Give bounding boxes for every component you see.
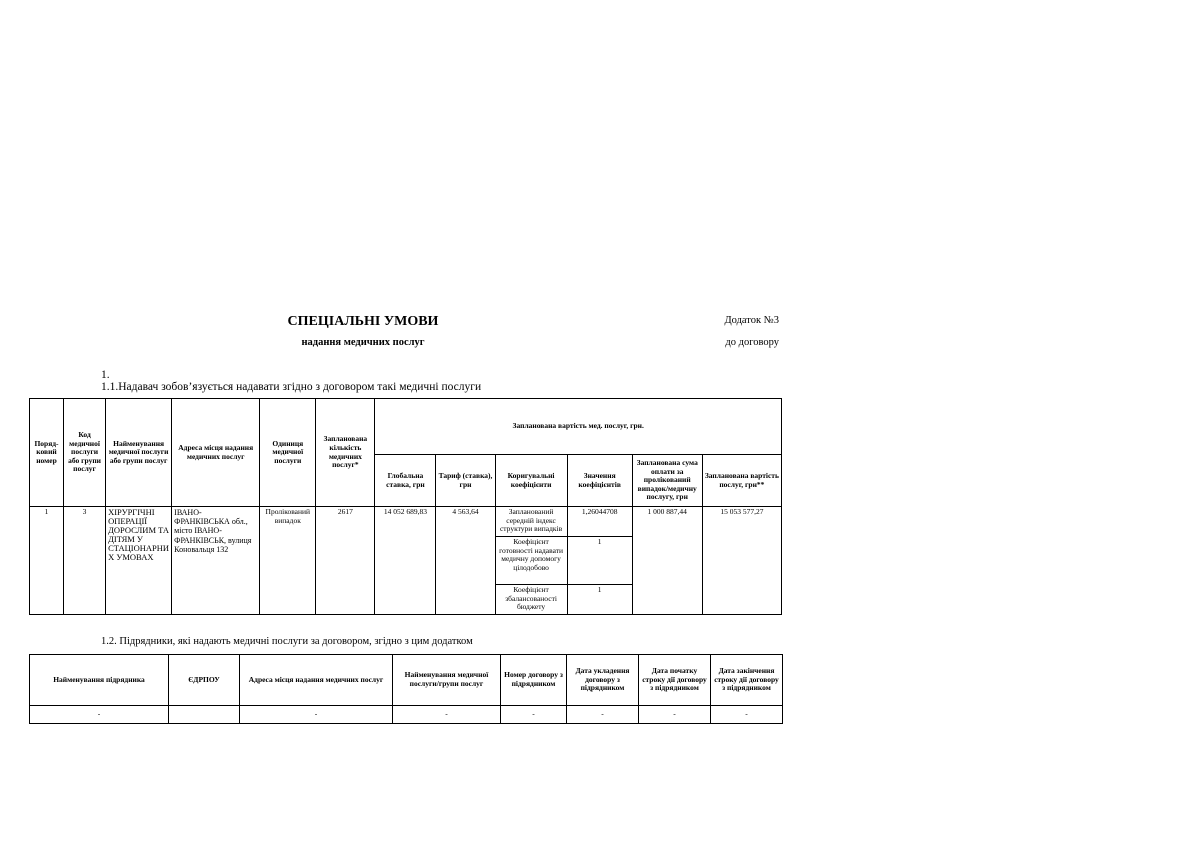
cell-unit: Пролікований випадок <box>260 507 316 615</box>
header-code: Код медичної послуги або групи послуг <box>64 399 106 507</box>
addendum-label: Додаток №3 <box>724 315 779 326</box>
cell-coefficient-value: 1,26044708 <box>567 507 632 537</box>
cell-contract-no: - <box>501 706 567 724</box>
section-1-2-heading: 1.2. Підрядники, які надають медичні послуги за договором, згідно з цим додатком <box>101 636 473 647</box>
cell-coefficient-value: 1 <box>567 537 632 585</box>
cell-tariff: 4 563,64 <box>436 507 495 615</box>
cell-contractor-name: - <box>30 706 169 724</box>
header-coef-values: Значення коефіцієнтів <box>567 455 632 507</box>
header-address: Адреса місця надання медичних послуг <box>240 655 393 706</box>
cell-coefficient-value: 1 <box>567 585 632 615</box>
header-coefficients: Коригувальні коефіцієнти <box>495 455 567 507</box>
cell-end-date: - <box>711 706 783 724</box>
cell-start-date: - <box>639 706 711 724</box>
section-1-1-heading: 1.1.Надавач зобов’язується надавати згідно з договором такі медичні послуги <box>101 381 482 393</box>
cell-code: 3 <box>64 507 106 615</box>
table-row <box>30 507 782 537</box>
cell-address: ІВАНО-ФРАНКІВСЬКА обл., місто ІВАНО-ФРАНКІВСЬК, вулиця Коновальця 132 <box>172 507 260 615</box>
header-planned-payment: Запланована сума оплати за пролікований випадок/медичну послугу, грн <box>632 455 702 507</box>
contract-reference: до договору <box>725 337 779 348</box>
header-address: Адреса місця надання медичних послуг <box>172 399 260 507</box>
header-edrpou: ЄДРПОУ <box>169 655 240 706</box>
header-contract-date: Дата укладення договору з підрядником <box>567 655 639 706</box>
header-contract-no: Номер договору з підрядником <box>501 655 567 706</box>
services-table <box>29 398 782 615</box>
cell-service-name: ХІРУРГІЧНІ ОПЕРАЦІЇ ДОРОСЛИМ ТА ДІТЯМ У СТАЦІОНАРНИ Х УМОВАХ <box>106 507 172 615</box>
cell-service-name: - <box>393 706 501 724</box>
cell-coefficient-name: Коефіцієнт готовності надавати медичну допомогу цілодобово <box>495 537 567 585</box>
cell-planned-qty: 2617 <box>316 507 375 615</box>
table-row <box>30 706 783 724</box>
header-global-rate: Глобальна ставка, грн <box>375 455 436 507</box>
document-title: СПЕЦІАЛЬНІ УМОВИ <box>287 314 439 329</box>
contractors-table <box>29 654 783 724</box>
header-planned-cost: Запланована вартість мед. послуг, грн. <box>375 399 782 455</box>
cell-address: - <box>240 706 393 724</box>
cell-coefficient-name: Запланований середній індекс структури випадків <box>495 507 567 537</box>
header-start-date: Дата початку строку дії договору з підрядником <box>639 655 711 706</box>
header-service-name: Найменування медичної послуги або групи послуг <box>106 399 172 507</box>
header-contractor-name: Найменування підрядника <box>30 655 169 706</box>
cell-coefficient-name: Коефіцієнт збалансованості бюджету <box>495 585 567 615</box>
header-service-name: Найменування медичної послуги/групи послуг <box>393 655 501 706</box>
header-order-no: Поряд-ковий номер <box>30 399 64 507</box>
cell-planned-total: 15 053 577,27 <box>702 507 781 615</box>
cell-order-no: 1 <box>30 507 64 615</box>
header-planned-qty: Запланована кількість медичних послуг* <box>316 399 375 507</box>
cell-contract-date: - <box>567 706 639 724</box>
header-tariff: Тариф (ставка), грн <box>436 455 495 507</box>
cell-planned-payment: 1 000 887,44 <box>632 507 702 615</box>
header-end-date: Дата закінчення строку дії договору з підрядником <box>711 655 783 706</box>
header-planned-total: Запланована вартість послуг, грн** <box>702 455 781 507</box>
cell-edrpou <box>169 706 240 724</box>
header-unit: Одиниця медичної послуги <box>260 399 316 507</box>
cell-global-rate: 14 052 689,83 <box>375 507 436 615</box>
document-subtitle: надання медичних послуг <box>301 337 425 348</box>
section-number: 1. <box>101 369 110 381</box>
